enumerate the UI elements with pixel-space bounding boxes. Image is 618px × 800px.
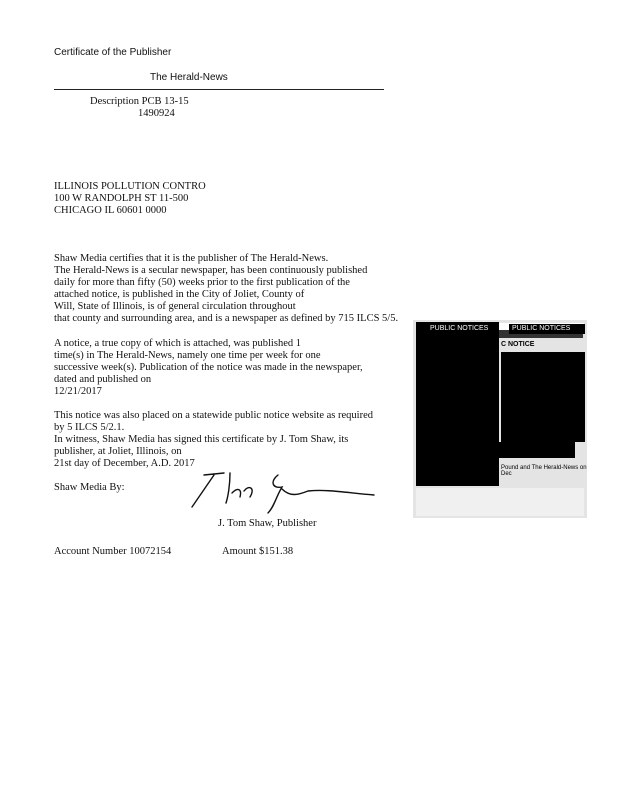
address-line: CHICAGO IL 60601 0000 — [54, 205, 167, 216]
recipient-address — [54, 181, 206, 217]
address-line: 100 W RANDOLPH ST 11-500 — [54, 193, 189, 204]
newspaper-clipping-image — [413, 320, 587, 518]
description-id: 1490924 — [138, 108, 175, 119]
paragraph-line: Will, State of Illinois, is of general circulation throughout — [54, 301, 296, 312]
clipping-header-left: PUBLIC NOTICES — [427, 324, 491, 334]
description-line: Description PCB 13-15 — [90, 96, 189, 107]
certification-paragraph — [54, 253, 398, 325]
paragraph-line: publisher, at Joliet, Illinois, on — [54, 446, 182, 457]
paragraph-line: The Herald-News is a secular newspaper, has been continuously published — [54, 265, 368, 276]
address-line: ILLINOIS POLLUTION CONTRO — [54, 181, 206, 192]
paragraph-line: daily for more than fifty (50) weeks prior to the first publication of the — [54, 277, 350, 288]
redacted-block — [416, 478, 499, 486]
publication-paragraph — [54, 338, 363, 398]
signer-name: J. Tom Shaw, Publisher — [218, 518, 317, 529]
paragraph-line: by 5 ILCS 5/2.1. — [54, 422, 125, 433]
newspaper-name: The Herald-News — [150, 72, 228, 83]
paragraph-line: that county and surrounding area, and is a newspaper as defined by 715 ILCS 5/5. — [54, 313, 399, 324]
paragraph-line: A notice, a true copy of which is attached, was published 1 — [54, 338, 301, 349]
paragraph-line: attached notice, is published in the City of Joliet, County of — [54, 289, 305, 300]
handwritten-signature — [178, 467, 378, 515]
clipping-header-right: PUBLIC NOTICES — [509, 324, 585, 334]
redacted-block — [499, 442, 575, 458]
certificate-title: Certificate of the Publisher — [54, 47, 172, 58]
publication-date: 12/21/2017 — [54, 386, 102, 397]
amount: Amount $151.38 — [222, 546, 294, 557]
witness-paragraph — [54, 410, 373, 470]
paragraph-line: Shaw Media certifies that it is the publisher of The Herald-News. — [54, 253, 329, 264]
redacted-block — [501, 352, 585, 442]
paragraph-line: 21st day of December, A.D. 2017 — [54, 458, 195, 469]
paragraph-line: dated and published on — [54, 374, 152, 385]
clipping-heading: C NOTICE — [501, 341, 535, 348]
paragraph-line: time(s) in The Herald-News, namely one time per week for one — [54, 350, 321, 361]
clipping-footer-text: Pound and The Herald-News on Dec — [501, 465, 587, 477]
signed-by-label: Shaw Media By: — [54, 482, 125, 493]
account-number: Account Number 10072154 — [54, 546, 172, 557]
paragraph-line: In witness, Shaw Media has signed this certificate by J. Tom Shaw, its — [54, 434, 349, 445]
clipping-bottom-margin — [416, 488, 584, 516]
header-divider — [54, 89, 384, 90]
paragraph-line: This notice was also placed on a statewide public notice website as required — [54, 410, 373, 421]
paragraph-line: successive week(s). Publication of the notice was made in the newspaper, — [54, 362, 363, 373]
redacted-column — [416, 322, 499, 480]
